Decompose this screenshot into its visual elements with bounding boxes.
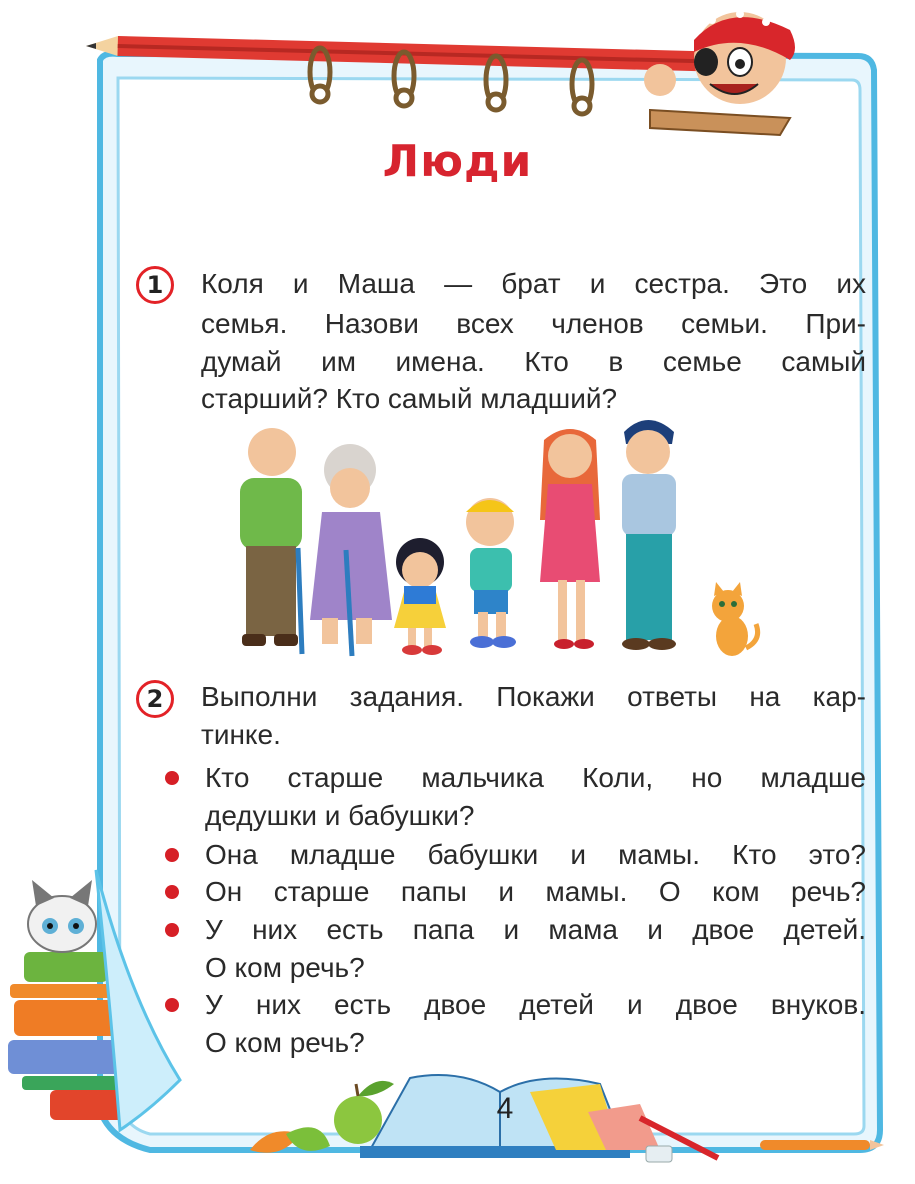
- task-1-text-line: думай им имена. Кто в семье самый: [201, 346, 866, 377]
- bullet-item-line: О ком речь?: [205, 952, 365, 983]
- page-title: Люди: [382, 136, 533, 187]
- pirate-icon: [644, 10, 795, 135]
- task-1-text-line: старший? Кто самый младший?: [201, 383, 618, 414]
- task-2-number-badge: 2: [136, 680, 174, 718]
- bullet-item-line: У них есть папа и мама и двое детей.: [205, 914, 866, 945]
- bullet-dot: [165, 771, 179, 785]
- task-1-number-badge: 1: [136, 266, 174, 304]
- bullet-dot: [165, 998, 179, 1012]
- bullet-dot: [165, 885, 179, 899]
- bullet-item-line: Кто старше мальчика Коли, но младше: [205, 762, 866, 793]
- task-1-text-line: Коля и Маша — брат и сестра. Это их: [201, 268, 866, 299]
- bullet-item-line: О ком речь?: [205, 1027, 365, 1058]
- bullet-item-line: дедушки и бабушки?: [205, 800, 475, 831]
- task-2-text-line: тинке.: [201, 719, 281, 750]
- page-number: 4: [496, 1092, 514, 1125]
- eraser-icon: [646, 1146, 672, 1162]
- bullet-item-line: Он старше папы и мамы. О ком речь?: [205, 876, 866, 907]
- task-2-text-line: Выполни задания. Покажи ответы на кар-: [201, 681, 866, 712]
- bullet-item-line: Она младше бабушки и мамы. Кто это?: [205, 839, 866, 870]
- task-1-text-line: семья. Назови всех членов семьи. При-: [201, 308, 866, 339]
- dad-figure: [622, 420, 676, 650]
- bullet-dot: [165, 923, 179, 937]
- bullet-item-line: У них есть двое детей и двое внуков.: [205, 989, 866, 1020]
- cat-icon: [28, 880, 96, 952]
- bullet-dot: [165, 848, 179, 862]
